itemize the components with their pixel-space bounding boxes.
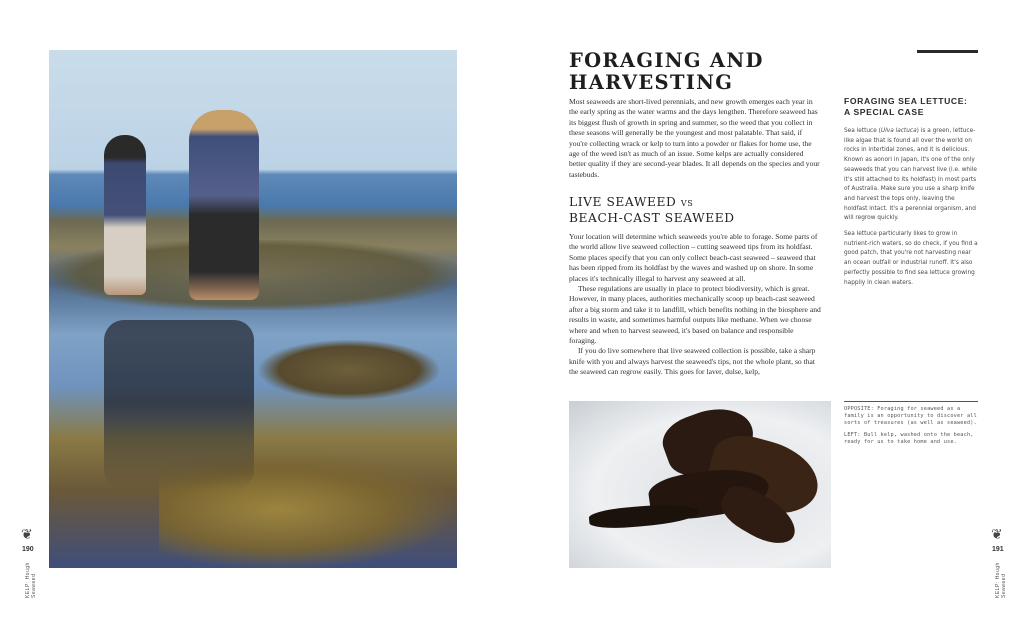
body-paragraph-3: If you do live somewhere that live seaweed collection is possible, take a sharp knife with you and always harvest the seaweed's tips, not the whole plant, so that the seaweed can regrow easily. This goes for laver, dulse, kelp,	[569, 346, 816, 377]
intro-text: Most seaweeds are short-lived perennials, and new growth emerges each year in the early spring as the water warms and the days lengthen. Therefore seaweed has its biggest flush of growth in spring and summer, so the weed that you collect in these seasons will generally be the youngest and most palatable. That said, if you're collecting wrack or kelp to turn into a powder or flakes for home use, the age of the weed isn't as much of an issue. Some kelps are actually considered better quality if they are second-year blades. It all depends on the species and your tastebuds.	[569, 97, 820, 179]
caption-opposite: OPPOSITE: Foraging for seaweed as a family is an opportunity to discover all sorts of treasures (as well as seaweed).	[844, 406, 977, 426]
sidebar	[844, 96, 978, 294]
title-line-1: FORAGING AND	[569, 49, 764, 72]
sidebar-p1-start: Sea lettuce (	[844, 128, 881, 134]
caption-rule	[844, 401, 978, 402]
subheading-live: LIVE SEAWEED	[569, 195, 677, 209]
sidebar-body	[844, 127, 978, 288]
running-head-left: KELP: Hough Seaweed	[25, 562, 37, 598]
kelp-stipe	[588, 501, 699, 531]
body-column	[569, 232, 821, 378]
bull-kelp-photo	[569, 401, 831, 568]
sidebar-title-2: A SPECIAL CASE	[844, 107, 925, 117]
rock-island	[259, 340, 439, 400]
page-number-right: 191	[992, 546, 1004, 553]
page-number-left: 190	[22, 546, 34, 553]
intro-paragraph	[569, 97, 821, 180]
running-head-right: KELP: Hough Seaweed	[995, 562, 1007, 598]
seaweed-sprig-icon: ❦	[991, 527, 1003, 543]
foraging-family-photo	[49, 50, 457, 568]
subheading-line-2: BEACH-CAST SEAWEED	[569, 211, 735, 225]
caption-left: LEFT: Bull kelp, washed onto the beach, ready for us to take home and use.	[844, 432, 974, 445]
page-title	[569, 50, 839, 94]
title-line-2: HARVESTING	[569, 71, 734, 94]
seaweed-sprig-icon: ❦	[21, 527, 33, 543]
captions	[844, 406, 980, 451]
adult-figure	[189, 110, 259, 300]
sidebar-p1-rest: ) is a green, lettuce-like algae that is found all over the world on rocks in intertidal zones, and it is delicious. Known as aonori in Japan, it's one of the only seaweeds that you can harvest live (i.e. while it's still attached to its holdfast) in most parts of Australia. Make sure you use a sharp knife and harvest the tops only, leaving the holdfast intact. It's a perennial organism, and will regrow quickly.	[844, 128, 977, 222]
sidebar-title-1: FORAGING SEA LETTUCE:	[844, 96, 968, 106]
child-figure	[104, 135, 146, 295]
body-paragraph-2: These regulations are usually in place to protect biodiversity, which is great. However, in many places, authorities mechanically scoop up beach-cast seaweed after a big storm and take it to landfill, which benefits nothing in the biosphere and results in waste, and sometimes harmful outputs like methane. When we choose where and when to harvest seaweed, it's based on balance and responsible foraging.	[569, 284, 821, 346]
subheading-vs: VS	[680, 199, 694, 208]
body-paragraph-1: Your location will determine which seaweeds you're able to forage. Some parts of the world allow live seaweed collection – cutting seaweed tips from its holdfast. Some places specify that you can only collect beach-cast seaweed – seaweed that has been ripped from its holdfast by the waves and washed up on shore. In some places it's technically illegal to harvest any seaweed at all.	[569, 232, 818, 283]
sidebar-paragraph-1	[844, 127, 978, 224]
subheading	[569, 195, 821, 225]
subheading-line-1	[569, 195, 821, 211]
water-reflection	[104, 320, 254, 490]
top-rule	[917, 50, 978, 53]
sidebar-paragraph-2: Sea lettuce particularly likes to grow in nutrient-rich waters, so do check, if you find a good patch, that you're not harvesting near an ocean outfall or industrial runoff. It's also perfectly possible to find sea lettuce growing happily in clean waters.	[844, 231, 978, 286]
sidebar-p1-species: Ulva lactuca	[880, 128, 917, 134]
